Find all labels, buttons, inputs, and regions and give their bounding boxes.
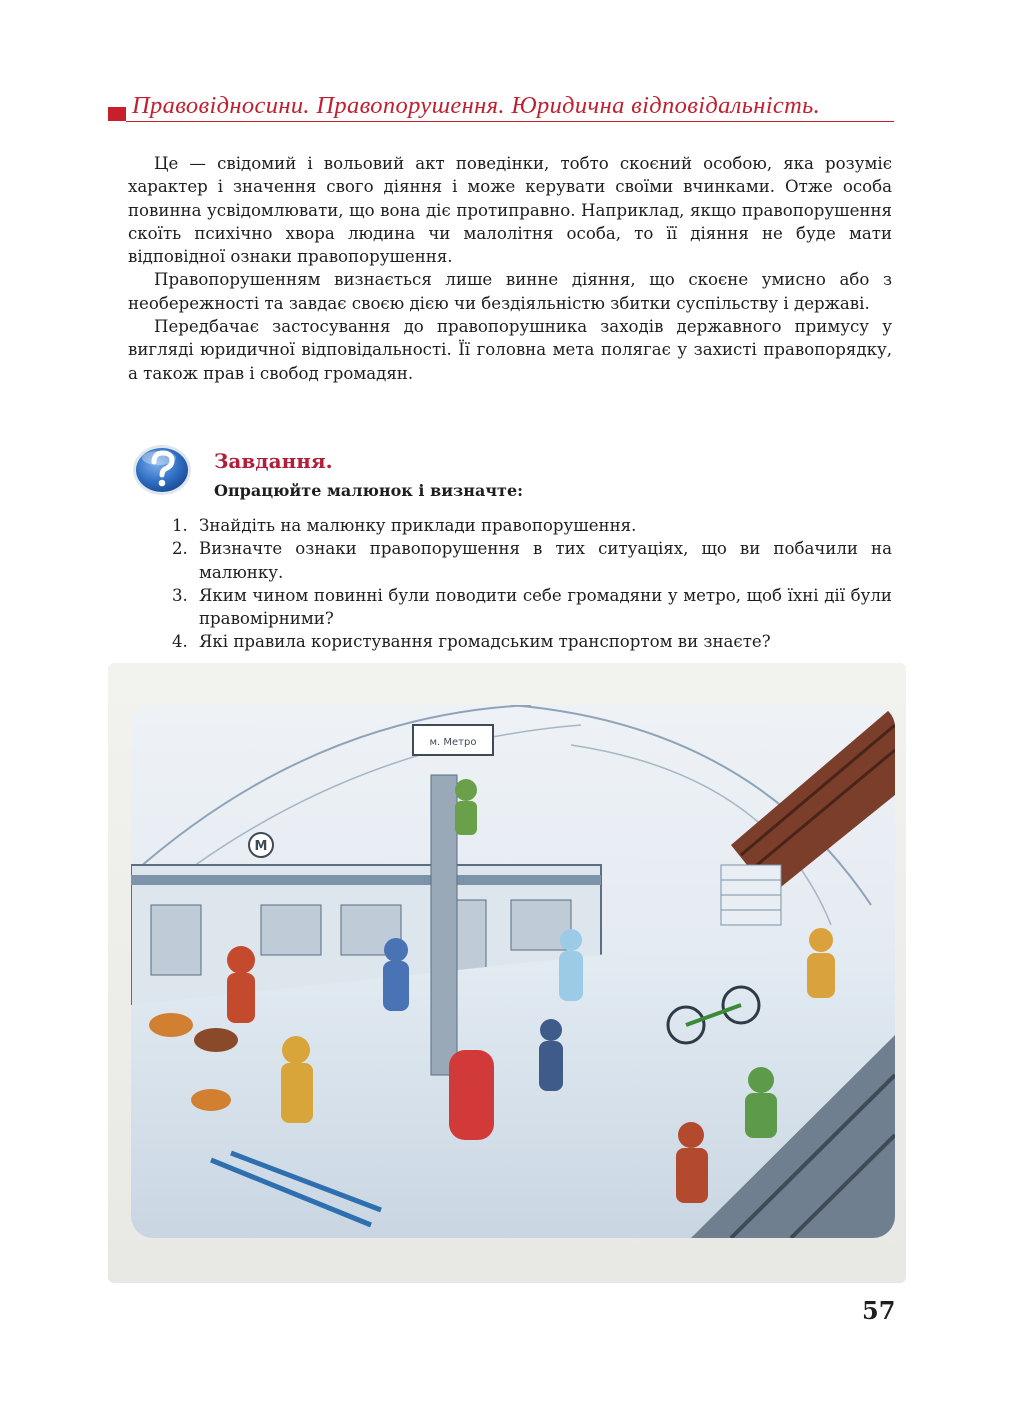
page-number: 57	[862, 1296, 896, 1325]
paragraph: Це — свідомий і вольовий акт поведінки, тобто скоєний особою, яка розуміє характер і значення свого діяння і може керувати своїми вчинками. Отже особа повинна усвідомлювати, що вона діє протиправно. Наприклад, якщо правопорушення скоїть психічно хвора людина чи малолітня особа, то її діяння не буде мати відповідної ознаки правопорушення.	[128, 154, 892, 267]
header-marker	[108, 107, 126, 121]
header-rule	[126, 121, 894, 122]
metro-logo-text: М	[254, 839, 268, 854]
task-subtitle: Опрацюйте малюнок і визначте:	[214, 481, 524, 500]
paragraph: Передбачає застосування до правопорушника заходів державного примусу у вигляді юридичної відповідальності. Її головна мета полягає у захисті правопорядку, а також прав і свобод громадян.	[128, 317, 892, 383]
chapter-title: Правовідносини. Правопорушення. Юридична відповідальність.	[132, 92, 821, 119]
task-list	[172, 514, 892, 654]
task-title: Завдання.	[214, 449, 333, 473]
station-sign-text: м. Метро	[429, 737, 477, 748]
body-text	[128, 152, 892, 385]
paragraph: Правопорушенням визнається лише винне діяння, що скоєне умисно або з необережності та завдає своєю дією чи бездіяльністю збитки суспільству і державі.	[128, 270, 892, 313]
list-item: 2. Визначте ознаки правопорушення в тих ситуаціях, що ви побачили на малюнку.	[172, 539, 892, 582]
question-mark-icon	[132, 444, 192, 496]
chapter-header	[108, 92, 894, 122]
metro-illustration	[131, 705, 895, 1238]
list-item: 3. Яким чином повинні були поводити себе громадяни у метро, щоб їхні дії були правомірними?	[172, 585, 892, 629]
list-item: 1. Знайдіть на малюнку приклади правопорушення.	[172, 516, 637, 535]
list-item: 4. Які правила користування громадським транспортом ви знаєте?	[172, 632, 771, 652]
